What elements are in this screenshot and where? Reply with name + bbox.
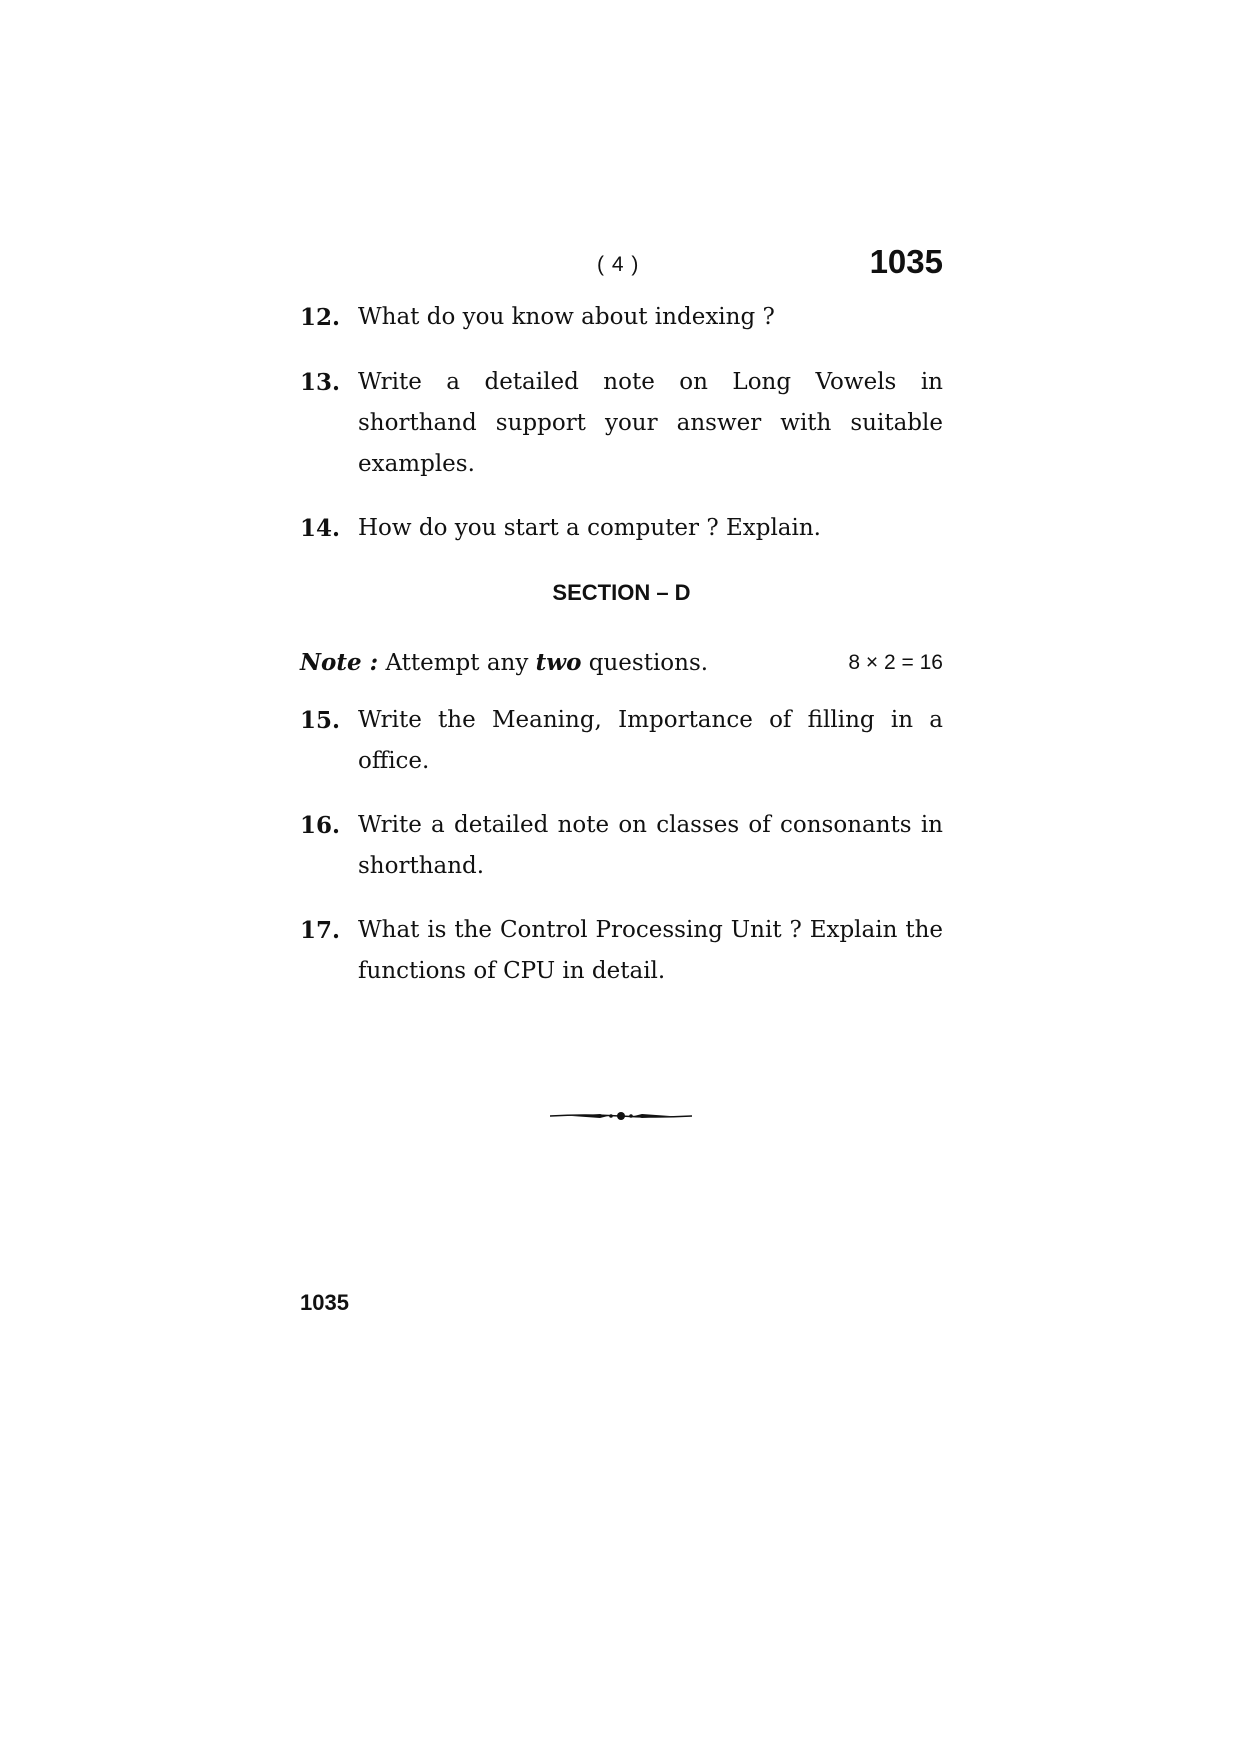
question-text: Write a detailed note on classes of consonants in shorthand. [358, 812, 943, 879]
question-text: What is the Control Processing Unit ? Explain the functions of CPU in detail. [358, 917, 943, 984]
question-number: 16. [300, 812, 341, 839]
question-number: 14. [300, 515, 341, 542]
question-12 [300, 297, 943, 338]
marks-distribution: 8 × 2 = 16 [848, 651, 943, 674]
note-emphasis: two [535, 649, 582, 676]
question-text: Write a detailed note on Long Vowels in shorthand support your answer with suitable examples. [358, 369, 943, 477]
question-text: What do you know about indexing ? [358, 304, 775, 330]
section-title: SECTION – D [552, 580, 691, 605]
page-number: ( 4 ) [597, 253, 640, 276]
question-text: How do you start a computer ? Explain. [358, 515, 821, 541]
note-prefix: Attempt any [385, 650, 529, 676]
question-number: 17. [300, 917, 341, 944]
question-number: 12. [300, 304, 341, 331]
question-14 [300, 508, 943, 549]
question-number: 15. [300, 707, 341, 734]
question-16 [300, 805, 943, 887]
end-ornament-icon [550, 1108, 692, 1124]
note-suffix: questions. [588, 650, 709, 676]
note-instruction [300, 642, 708, 684]
question-15 [300, 700, 943, 782]
paper-code-header: 1035 [869, 243, 943, 280]
question-17 [300, 910, 943, 992]
paper-code-footer: 1035 [300, 1290, 349, 1315]
note-label: Note : [300, 649, 379, 676]
question-number: 13. [300, 369, 341, 396]
question-13 [300, 362, 943, 485]
question-text: Write the Meaning, Importance of filling in a office. [358, 707, 943, 774]
section-note [300, 642, 943, 684]
